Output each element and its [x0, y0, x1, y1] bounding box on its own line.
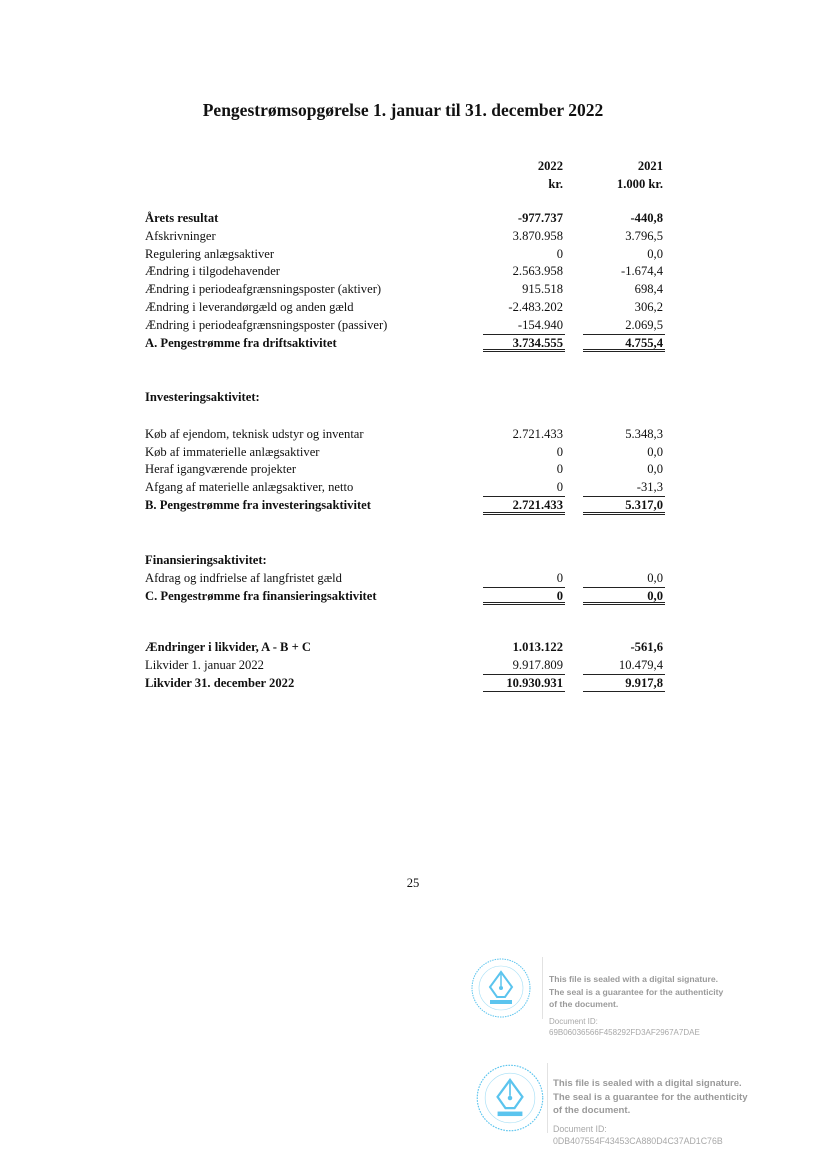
- row-label: Årets resultat: [145, 211, 219, 225]
- row-label: Afdrag og indfrielse af langfristet gæld: [145, 570, 342, 585]
- table-row: [145, 657, 667, 675]
- row-label: Likvider 31. december 2022: [145, 675, 295, 690]
- seal-line: This file is sealed with a digital signature.: [553, 1078, 742, 1089]
- row-label: Ændring i periodeafgrænsningsposter (aktiver): [145, 282, 382, 297]
- value-2022: 0: [483, 588, 565, 606]
- column-headers: [145, 158, 667, 194]
- digital-seal: [470, 957, 810, 1037]
- row-label: Ændring i tilgodehavender: [145, 264, 281, 279]
- value-2021: 5.348,3: [625, 426, 663, 441]
- value-2022: 1.013.122: [512, 640, 563, 654]
- section-heading: Investeringsaktivitet:: [145, 390, 260, 404]
- row-label: Afskrivninger: [145, 228, 216, 243]
- seal-line: The seal is a guarantee for the authenticity: [549, 986, 724, 997]
- value-2021: 9.917,8: [583, 675, 665, 693]
- value-2022: 0: [556, 246, 563, 261]
- value-2021: 3.796,5: [625, 228, 663, 243]
- row-label: Ændring i periodeafgrænsningsposter (passiver): [145, 317, 388, 332]
- col-2021-year: 2021: [637, 159, 663, 173]
- total-row: [145, 675, 667, 693]
- table-row: [145, 246, 667, 264]
- col-2021-unit: 1.000 kr.: [616, 176, 663, 191]
- value-2022: 0: [556, 462, 563, 477]
- document-id-label: Document ID:: [553, 1124, 607, 1134]
- value-2021: 2.069,5: [583, 317, 665, 335]
- section-heading: Finansieringsaktivitet:: [145, 553, 267, 567]
- table-row: [145, 263, 667, 281]
- value-2021: 306,2: [634, 299, 663, 314]
- seal-line: of the document.: [549, 999, 619, 1010]
- value-2022: 3.734.555: [483, 335, 565, 353]
- value-2021: 698,4: [634, 282, 663, 297]
- document-id: 69B06036566F458292FD3AF2967A7DAE: [549, 1027, 700, 1037]
- table-row: [145, 444, 667, 462]
- table-row: [145, 639, 667, 657]
- table-row: [145, 570, 667, 588]
- row-label: Køb af ejendom, teknisk udstyr og inventar: [145, 426, 364, 441]
- seal-pen-icon: [475, 1063, 545, 1133]
- row-label: Likvider 1. januar 2022: [145, 657, 264, 672]
- seal-line: of the document.: [553, 1105, 631, 1116]
- likvider-section: [145, 639, 667, 692]
- total-row: [145, 497, 667, 515]
- seal-pen-icon: [470, 957, 532, 1019]
- value-2021: 0,0: [647, 462, 663, 477]
- document-id-label: Document ID:: [549, 1017, 598, 1026]
- table-row: [145, 317, 667, 335]
- seal-line: This file is sealed with a digital signature.: [549, 974, 719, 984]
- value-2022: 2.563.958: [512, 264, 563, 279]
- value-2022: 0: [483, 570, 565, 588]
- page-title: Pengestrømsopgørelse 1. januar til 31. december 2022: [202, 100, 604, 120]
- value-2021: 0,0: [583, 588, 665, 606]
- row-label: Regulering anlægsaktiver: [145, 246, 275, 261]
- document-id: 0DB407554F43453CA880D4C37AD1C76B: [553, 1135, 723, 1146]
- value-2021: -31,3: [583, 479, 665, 497]
- row-label: Ændringer i likvider, A - B + C: [145, 640, 312, 654]
- row-label: Afgang af materielle anlægsaktiver, netto: [145, 480, 354, 495]
- row-label: C. Pengestrømme fra finansieringsaktivitet: [145, 588, 377, 603]
- row-label: Ændring i leverandørgæld og anden gæld: [145, 299, 354, 314]
- drift-section: [145, 210, 667, 352]
- value-2022: -977.737: [517, 211, 563, 225]
- value-2021: -561,6: [630, 640, 663, 654]
- value-2021: 0,0: [583, 570, 665, 588]
- value-2022: 10.930.931: [483, 675, 565, 693]
- value-2022: 3.870.958: [512, 228, 563, 243]
- value-2022: 2.721.433: [483, 497, 565, 515]
- value-2021: 10.479,4: [583, 657, 665, 675]
- table-row: [145, 281, 667, 299]
- table-row: [145, 479, 667, 497]
- row-label: A. Pengestrømme fra driftsaktivitet: [145, 335, 337, 350]
- value-2021: -1.674,4: [621, 264, 663, 279]
- value-2021: 0,0: [647, 444, 663, 459]
- seal-line: The seal is a guarantee for the authenticity: [553, 1091, 748, 1103]
- value-2021: 5.317,0: [583, 497, 665, 515]
- table-row: [145, 299, 667, 317]
- finansiering-section: [145, 552, 667, 605]
- table-row: [145, 461, 667, 479]
- row-label: Køb af immaterielle anlægsaktiver: [145, 444, 320, 459]
- value-2022: 0: [483, 479, 565, 497]
- col-2022-year: 2022: [537, 159, 563, 173]
- table-row: [145, 210, 667, 228]
- total-row: [145, 588, 667, 606]
- table-row: [145, 426, 667, 444]
- value-2022: 0: [556, 444, 563, 459]
- value-2022: 915.518: [522, 282, 563, 297]
- digital-seal: [475, 1063, 815, 1146]
- value-2021: 0,0: [647, 246, 663, 261]
- page-number: 25: [406, 876, 420, 890]
- value-2021: 4.755,4: [583, 335, 665, 353]
- row-label: B. Pengestrømme fra investeringsaktivitet: [145, 497, 371, 512]
- table-row: [145, 228, 667, 246]
- value-2022: -2.483.202: [508, 299, 563, 314]
- row-label: Heraf igangværende projekter: [145, 462, 297, 477]
- investering-section: [145, 389, 667, 515]
- total-row: [145, 335, 667, 353]
- value-2021: -440,8: [630, 211, 663, 225]
- value-2022: -154.940: [483, 317, 565, 335]
- col-2022-unit: kr.: [548, 176, 563, 191]
- value-2022: 2.721.433: [512, 426, 563, 441]
- value-2022: 9.917.809: [483, 657, 565, 675]
